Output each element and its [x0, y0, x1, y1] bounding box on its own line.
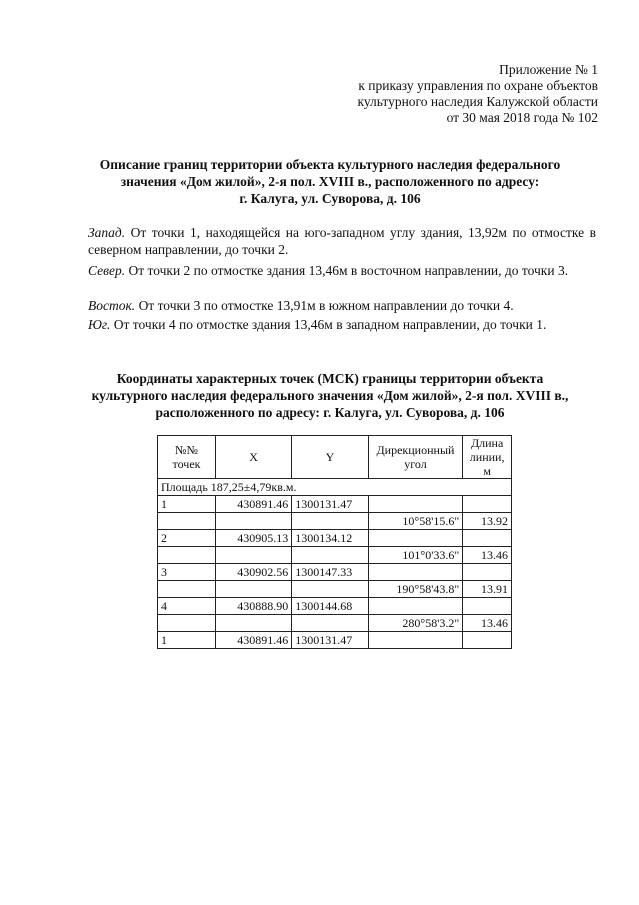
cell-x — [216, 513, 292, 530]
cell-length — [463, 564, 512, 581]
cell-length: 13.92 — [463, 513, 512, 530]
cell-num: 1 — [158, 496, 216, 513]
direction-label: Юг. — [88, 317, 111, 332]
cell-x — [216, 581, 292, 598]
cell-length — [463, 496, 512, 513]
cell-y: 1300147.33 — [292, 564, 368, 581]
cell-y: 1300131.47 — [292, 632, 368, 649]
cell-num — [158, 547, 216, 564]
coordinates-table — [157, 435, 512, 649]
cell-x: 430905.13 — [216, 530, 292, 547]
cell-y — [292, 513, 368, 530]
annex-header — [357, 62, 598, 126]
cell-length: 13.46 — [463, 547, 512, 564]
cell-x: 430902.56 — [216, 564, 292, 581]
cell-y — [292, 615, 368, 632]
title-line: культурного наследия федерального значения «Дом жилой», 2-я пол. XVIII в., — [91, 388, 569, 403]
cell-x — [216, 547, 292, 564]
table-row — [158, 547, 512, 564]
cell-length — [463, 598, 512, 615]
table-row — [158, 496, 512, 513]
table-row — [158, 564, 512, 581]
title-line: Координаты характерных точек (МСК) границы территории объекта — [116, 371, 544, 386]
cell-angle — [368, 598, 463, 615]
description-west — [88, 224, 596, 258]
description-north — [88, 262, 596, 279]
cell-num: 3 — [158, 564, 216, 581]
cell-x: 430891.46 — [216, 496, 292, 513]
coordinates-title — [60, 370, 600, 421]
annex-line: от 30 мая 2018 года № 102 — [446, 110, 598, 125]
cell-y — [292, 547, 368, 564]
header-y: Y — [292, 436, 368, 479]
boundary-description-title — [60, 156, 600, 207]
title-line: расположенного по адресу: г. Калуга, ул. Суворова, д. 106 — [155, 405, 505, 420]
description-text: От точки 3 по отмостке 13,91м в южном направлении до точки 4. — [135, 298, 514, 313]
cell-x — [216, 615, 292, 632]
annex-line: культурного наследия Калужской области — [357, 94, 598, 109]
cell-num: 2 — [158, 530, 216, 547]
cell-num: 4 — [158, 598, 216, 615]
table-row — [158, 581, 512, 598]
title-line: Описание границ территории объекта культурного наследия федерального — [99, 157, 561, 172]
direction-label: Восток. — [88, 298, 136, 313]
cell-y — [292, 581, 368, 598]
description-east — [88, 297, 596, 314]
title-line: г. Калуга, ул. Суворова, д. 106 — [239, 191, 421, 206]
cell-length — [463, 530, 512, 547]
annex-line: Приложение № 1 — [499, 62, 598, 77]
description-south — [88, 316, 596, 333]
cell-angle: 280°58'3.2" — [368, 615, 463, 632]
cell-angle — [368, 564, 463, 581]
cell-num — [158, 615, 216, 632]
cell-y: 1300134.12 — [292, 530, 368, 547]
header-angle: Дирекционный угол — [368, 436, 463, 479]
area-row — [158, 479, 512, 496]
cell-x: 430891.46 — [216, 632, 292, 649]
cell-angle: 10°58'15.6" — [368, 513, 463, 530]
cell-num — [158, 581, 216, 598]
table-header-row — [158, 436, 512, 479]
table-row — [158, 513, 512, 530]
cell-angle — [368, 496, 463, 513]
cell-length: 13.46 — [463, 615, 512, 632]
description-text: От точки 1, находящейся на юго-западном углу здания, 13,92м по отмостке в северном направлении, до точки 2. — [88, 225, 596, 257]
cell-y: 1300131.47 — [292, 496, 368, 513]
header-x: X — [216, 436, 292, 479]
cell-angle: 190°58'43.8" — [368, 581, 463, 598]
table-row — [158, 632, 512, 649]
header-num: №№ точек — [158, 436, 216, 479]
table-row — [158, 598, 512, 615]
cell-angle — [368, 530, 463, 547]
table-row — [158, 615, 512, 632]
annex-line: к приказу управления по охране объектов — [358, 78, 598, 93]
cell-angle: 101°0'33.6" — [368, 547, 463, 564]
cell-y: 1300144.68 — [292, 598, 368, 615]
direction-label: Запад. — [88, 225, 126, 240]
description-text: От точки 4 по отмостке здания 13,46м в западном направлении, до точки 1. — [110, 317, 547, 332]
cell-length: 13.91 — [463, 581, 512, 598]
description-text: От точки 2 по отмостке здания 13,46м в восточном направлении, до точки 3. — [125, 263, 569, 278]
cell-length — [463, 632, 512, 649]
cell-x: 430888.90 — [216, 598, 292, 615]
area-cell: Площадь 187,25±4,79кв.м. — [158, 479, 512, 496]
title-line: значения «Дом жилой», 2-я пол. XVIII в., расположенного по адресу: — [120, 174, 540, 189]
cell-num: 1 — [158, 632, 216, 649]
cell-num — [158, 513, 216, 530]
cell-angle — [368, 632, 463, 649]
direction-label: Север. — [88, 263, 126, 278]
header-length: Длина линии, м — [463, 436, 512, 479]
table-row — [158, 530, 512, 547]
